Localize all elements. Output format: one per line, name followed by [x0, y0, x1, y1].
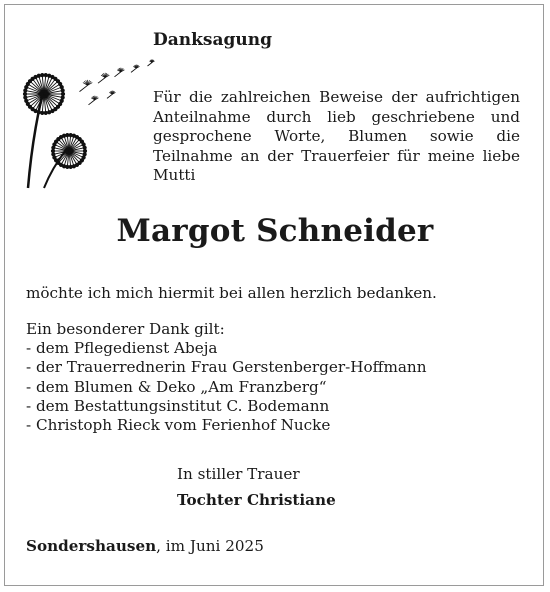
list-item: - dem Bestattungsinstitut C. Bodemann [26, 396, 330, 415]
special-thanks-list [26, 339, 426, 435]
special-thanks-heading: Ein besonderer Dank gilt: [26, 320, 225, 338]
intro-paragraph: Für die zahlreichen Beweise der aufrichtigen Anteilnahme durch lieb geschriebene und gesprochene Worte, Blumen sowie die Teilnahme an der Trauerfeier für meine liebe Mutti [153, 88, 520, 184]
list-item: - dem Blumen & Deko „Am Franzberg“ [26, 377, 327, 396]
signoff-line: In stiller Trauer [177, 465, 300, 483]
place-date [26, 537, 264, 555]
date-text: , im Juni 2025 [156, 537, 264, 555]
list-item: - dem Pflegedienst Abeja [26, 339, 218, 357]
notice-title: Danksagung [153, 30, 272, 50]
dandelion-icon [22, 50, 164, 192]
list-item: - der Trauerrednerin Frau Gerstenberger-Hoffmann [26, 358, 427, 377]
thanks-line: möchte ich mich hiermit bei allen herzlich bedanken. [26, 284, 437, 302]
signoff-name: Tochter Christiane [177, 491, 336, 509]
place-name: Sondershausen [26, 537, 157, 555]
deceased-name: Margot Schneider [116, 213, 434, 249]
list-item: - Christoph Rieck vom Ferienhof Nucke [26, 416, 331, 435]
